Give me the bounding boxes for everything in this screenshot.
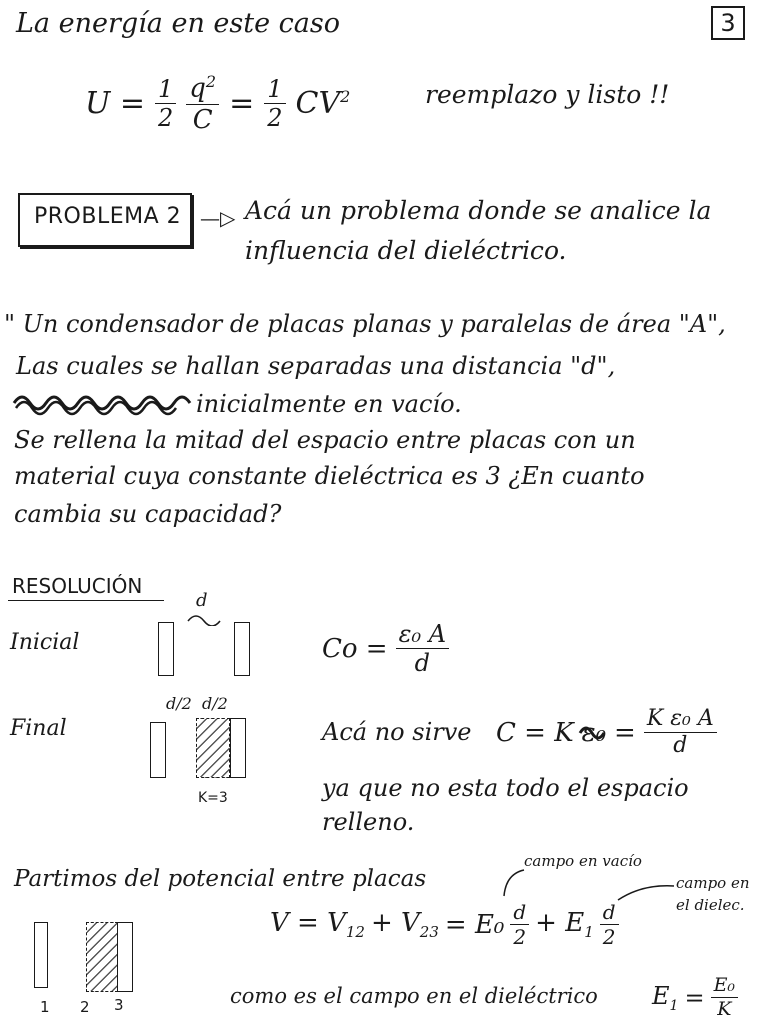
problem-desc-line-2: influencia del dieléctrico. xyxy=(245,236,567,265)
potential-intro: Partimos del potencial entre placas xyxy=(14,866,427,892)
label-campo-dielec-2: el dielec. xyxy=(676,896,745,914)
initial-plate-left xyxy=(158,622,174,676)
annotation-arrow-vacio xyxy=(498,866,528,900)
tilde-icon xyxy=(186,612,222,626)
final-label: Final xyxy=(10,716,67,741)
dielectric-hatch-2 xyxy=(86,922,118,992)
problem-title: PROBLEMA 2 xyxy=(34,204,182,229)
energy-cv: $CV^2$ xyxy=(295,85,351,121)
statement-line-4: Se rellena la mitad del espacio entre placas con un xyxy=(14,426,636,454)
reason-line-1: ya que no esta todo el espacio xyxy=(322,774,689,802)
half-d-right: d/2 xyxy=(202,694,228,713)
intro-text: La energía en este caso xyxy=(16,8,340,39)
separation-d-label: d xyxy=(196,590,208,611)
energy-formula xyxy=(85,74,350,133)
reason-line-2: relleno. xyxy=(322,808,415,836)
final-formula: C = K ε₀ = $\frac{\text{K ε₀ A}}{d}$ xyxy=(496,708,717,757)
final-plate-right xyxy=(230,718,246,778)
annotation-line-dielec xyxy=(612,880,676,904)
plate-number-2: 2 xyxy=(80,998,90,1016)
energy-fraction-1: $\frac{1}{2}$ xyxy=(155,77,176,130)
problem-title-box xyxy=(18,193,192,247)
resolution-underline xyxy=(8,600,164,601)
plate-3 xyxy=(117,922,133,992)
plate-1 xyxy=(34,922,48,988)
initial-plate-right xyxy=(234,622,250,676)
strikeout-icon xyxy=(578,720,608,746)
e1-formula: $E_1$ = $\frac{\text{E₀}}{K}$ xyxy=(652,976,738,1019)
inicial-label: Inicial xyxy=(10,630,80,655)
resolution-title: RESOLUCIÓN xyxy=(12,574,143,598)
statement-line-3: inicialmente en vacío. xyxy=(196,390,462,418)
statement-line-5: material cuya constante dieléctrica es 3 ¿En cuanto xyxy=(14,462,645,490)
label-campo-dielec-1: campo en xyxy=(676,874,750,892)
k-value-label: K=3 xyxy=(198,790,228,806)
como-text: como es el campo en el dieléctrico xyxy=(230,984,598,1008)
half-d-left: d/2 xyxy=(166,694,192,713)
statement-line-1: " Un condensador de placas planas y paralelas de área "A", xyxy=(4,310,726,338)
label-campo-vacio: campo en vacío xyxy=(524,852,642,870)
statement-line-6: cambia su capacidad? xyxy=(14,500,282,528)
potential-formula: $V = V_{12}$ + $V_{23}$ = E₀ $\frac{d}{2}$ + $E_1$ $\frac{d}{2}$ xyxy=(270,902,619,947)
energy-note: reemplazo y listo !! xyxy=(425,80,670,109)
energy-lhs: U = xyxy=(85,85,145,121)
statement-line-2: Las cuales se hallan separadas una distancia "d", xyxy=(16,352,616,380)
energy-fraction-3: $\frac{1}{2}$ xyxy=(264,77,285,130)
energy-eq: = xyxy=(229,85,255,121)
plate-number-3: 3 xyxy=(114,996,124,1014)
dielectric-hatch xyxy=(196,718,230,778)
final-plate-left xyxy=(150,722,166,778)
arrow-right-icon: —▷ xyxy=(200,206,236,230)
page-number: 3 xyxy=(711,6,745,40)
plate-number-1: 1 xyxy=(40,998,50,1016)
final-note: Acá no sirve xyxy=(322,718,472,746)
scribble-strikeout xyxy=(10,388,200,418)
problem-desc-line-1: Acá un problema donde se analice la xyxy=(245,196,712,225)
c0-formula: Co = $\frac{\text{ε₀ A}}{d}$ xyxy=(322,622,449,675)
energy-fraction-2: $\frac{q^2}{C}$ xyxy=(186,74,219,133)
